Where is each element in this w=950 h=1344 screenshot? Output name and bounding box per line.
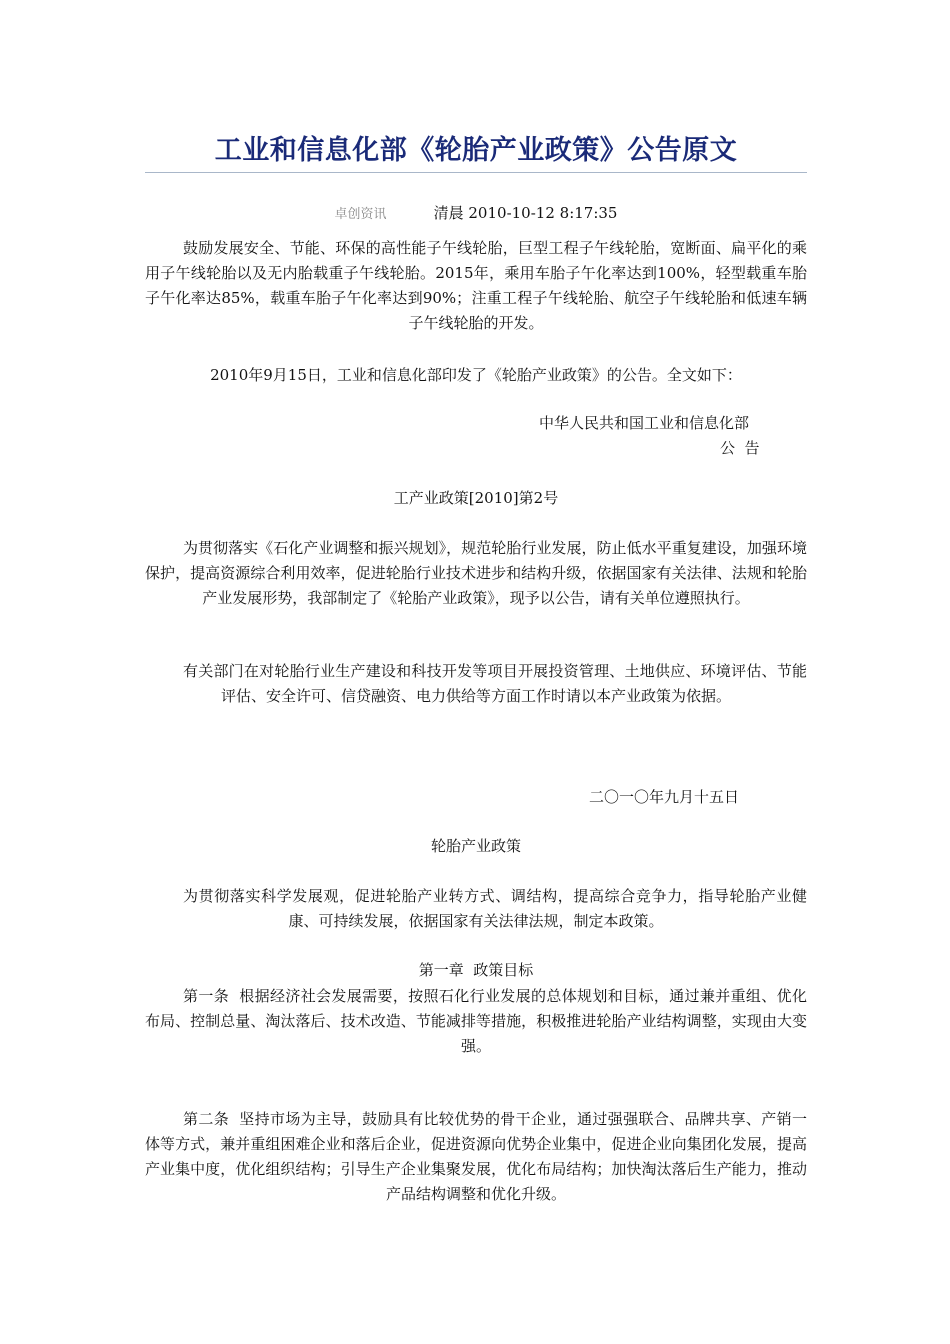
article-title: 工业和信息化部《轮胎产业政策》公告原文 — [214, 135, 738, 166]
policy-title: 轮胎产业政策 — [430, 837, 521, 855]
article-source[interactable]: 卓创资讯 — [334, 207, 387, 222]
notice-paragraph-1: 为贯彻落实《石化产业调整和振兴规划》，规范轮胎行业发展，防止低水平重复建设，加强环境保护，提高资源综合利用效率，促进轮胎行业技术进步和结构升级，依据国家有关法律、法规和轮胎产业发展形势，我部制定了《轮胎产业政策》，现予以公告，请有关单位遵照执行。 — [145, 539, 807, 607]
chapter-heading: 第一章 政策目标 — [418, 961, 534, 979]
notice-label: 公 告 — [720, 439, 760, 457]
document-number: 工产业政策[2010]第2号 — [393, 489, 559, 507]
summary-paragraph: 鼓励发展安全、节能、环保的高性能子午线轮胎，巨型工程子午线轮胎，宽断面、扁平化的乘用子午线轮胎以及无内胎载重子午线轮胎。2015年，乘用车胎子午化率达到100%，轻型载重车胎子午化率达85%，载重车胎子午化率达到90%；注重工程子午线轮胎、航空子午线轮胎和低速车辆子午线轮胎的开发。 — [145, 239, 807, 332]
policy-intro-paragraph: 为贯彻落实科学发展观，促进轮胎产业转方式、调结构，提高综合竞争力，指导轮胎产业健康、可持续发展，依据国家有关法律法规，制定本政策。 — [183, 887, 807, 930]
notice-paragraph-2: 有关部门在对轮胎行业生产建设和科技开发等项目开展投资管理、土地供应、环境评估、节能评估、安全许可、信贷融资、电力供给等方面工作时请以本产业政策为依据。 — [183, 662, 807, 705]
article-2-paragraph: 第二条 坚持市场为主导，鼓励具有比较优势的骨干企业，通过强强联合、品牌共享、产销一体等方式，兼并重组困难企业和落后企业，促进资源向优势企业集中，促进企业向集团化发展，提高产业集中度，优化组织结构；引导生产企业集聚发展，优化布局结构；加快淘汰落后生产能力，推动产品结构调整和优化升级。 — [145, 1110, 807, 1203]
article-datetime: 清晨 2010-10-12 8:17:35 — [433, 204, 618, 222]
article-meta — [145, 202, 807, 223]
notice-date: 二〇一〇年九月十五日 — [589, 788, 740, 806]
title-divider — [145, 172, 807, 173]
intro-paragraph: 2010年9月15日，工业和信息化部印发了《轮胎产业政策》的公告。全文如下： — [210, 366, 742, 384]
article-1-paragraph: 第一条 根据经济社会发展需要，按照石化行业发展的总体规划和目标，通过兼并重组、优化布局、控制总量、淘汰落后、技术改造、节能减排等措施，积极推进轮胎产业结构调整，实现由大变强。 — [145, 987, 807, 1055]
issuer-name: 中华人民共和国工业和信息化部 — [539, 414, 750, 432]
